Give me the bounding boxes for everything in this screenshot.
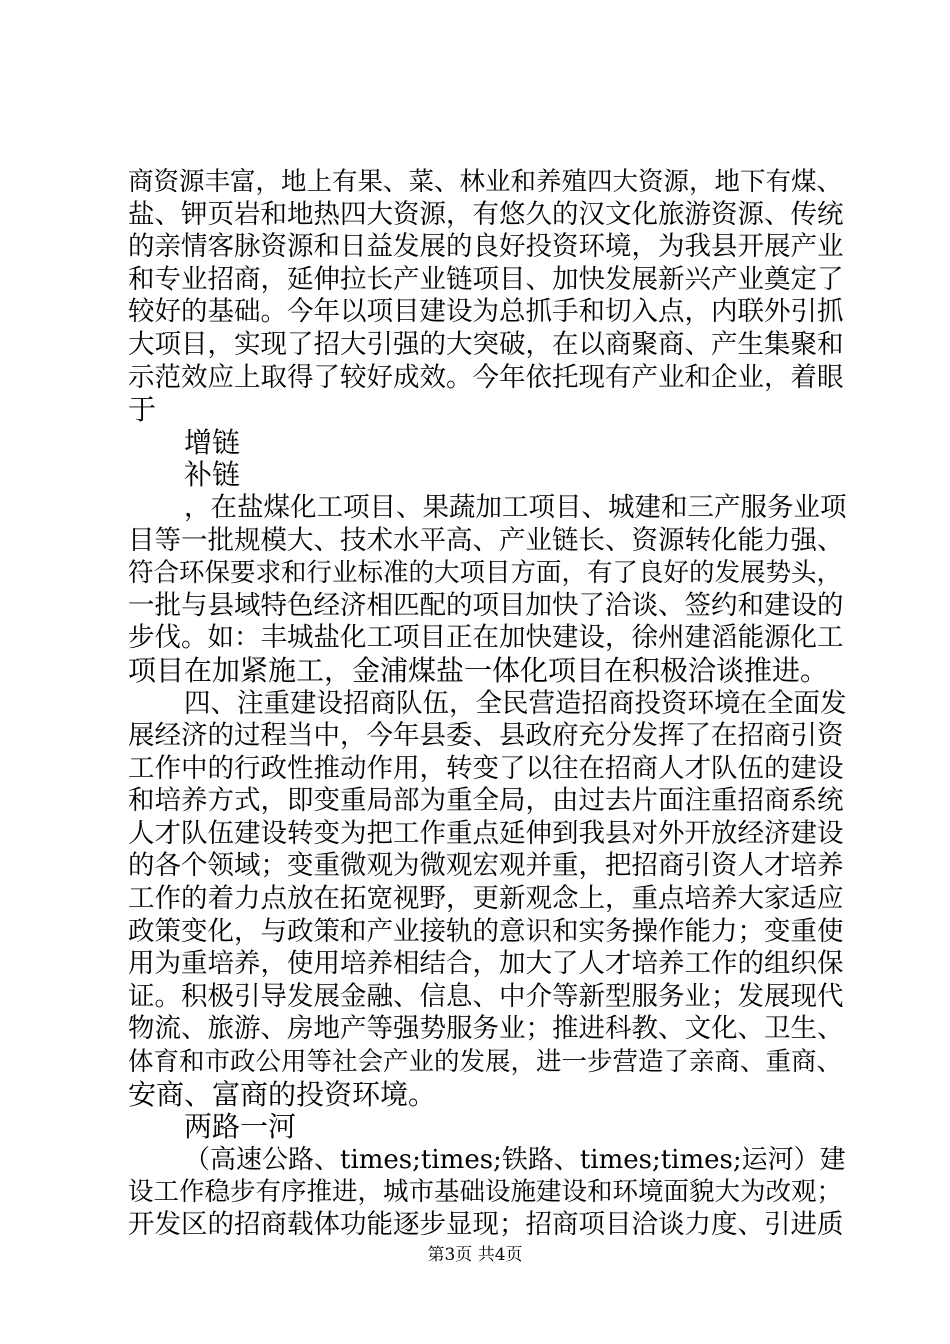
- text-line: （高速公路、times;times;铁路、times;times;运河）建: [184, 1144, 846, 1175]
- text-line: 人才队伍建设转变为把工作重点延伸到我县对外开放经济建设: [128, 817, 844, 849]
- text-line: 四、注重建设招商队伍，全民营造招商投资环境在全面发: [184, 687, 847, 719]
- text-line: 大项目，实现了招大引强的大突破，在以商聚商、产生集聚和: [128, 328, 844, 360]
- text-line: 的亲情客脉资源和日益发展的良好投资环境，为我县开展产业: [128, 231, 844, 263]
- text-line: 证。积极引导发展金融、信息、中介等新型服务业；发展现代: [128, 980, 844, 1012]
- document-body: [128, 166, 848, 1242]
- text-line: 符合环保要求和行业标准的大项目方面，有了良好的发展势头，: [128, 558, 843, 589]
- text-line: 较好的基础。今年以项目建设为总抓手和切入点，内联外引抓: [128, 296, 844, 328]
- text-line: 示范效应上取得了较好成效。今年依托现有产业和企业，着眼: [128, 361, 844, 393]
- text-line: 工作中的行政性推动作用，转变了以往在招商人才队伍的建设: [128, 752, 844, 784]
- text-line: 盐、钾页岩和地热四大资源，有悠久的汉文化旅游资源、传统: [128, 198, 844, 230]
- text-line: 展经济的过程当中，今年县委、县政府充分发挥了在招商引资: [128, 720, 844, 752]
- text-line: 开发区的招商载体功能逐步显现；招商项目洽谈力度、引进质: [128, 1209, 844, 1240]
- text-line: 一批与县域特色经济相匹配的项目加快了洽谈、签约和建设的: [128, 589, 844, 621]
- text-line: 和培养方式，即变重局部为重全局，由过去片面注重招商系统: [128, 785, 844, 817]
- text-line: 政策变化，与政策和产业接轨的意识和实务操作能力；变重使: [128, 915, 844, 947]
- text-line: 用为重培养，使用培养相结合，加大了人才培养工作的组织保: [128, 948, 844, 980]
- text-line: 步伐。如：丰城盐化工项目正在加快建设，徐州建滔能源化工: [128, 622, 844, 654]
- text-line: 商资源丰富，地上有果、菜、林业和养殖四大资源，地下有煤、: [128, 167, 843, 197]
- text-line: 物流、旅游、房地产等强势服务业；推进科教、文化、卫生、: [128, 1013, 844, 1045]
- text-line: 补链: [184, 458, 241, 492]
- text-line: 两路一河: [184, 1110, 297, 1144]
- text-line: 体育和市政公用等社会产业的发展，进一步营造了亲商、重商、: [128, 1047, 843, 1078]
- text-line: 于: [128, 393, 157, 427]
- text-line: 的各个领域；变重微观为微观宏观并重，把招商引资人才培养: [128, 850, 844, 882]
- page-footer: [0, 1244, 950, 1266]
- text-line: 项目在加紧施工，金浦煤盐一体化项目在积极洽谈推进。: [128, 653, 829, 687]
- text-line: 工作的着力点放在拓宽视野，更新观念上，重点培养大家适应: [128, 883, 844, 915]
- text-line: 安商、富商的投资环境。: [128, 1077, 437, 1111]
- text-line: 设工作稳步有序推进，城市基础设施建设和环境面貌大为改观；: [128, 1177, 843, 1208]
- text-line: 增链: [184, 425, 241, 459]
- text-line: 目等一批规模大、技术水平高、产业链长、资源转化能力强、: [128, 524, 844, 556]
- text-line: ，在盐煤化工项目、果蔬加工项目、城建和三产服务业项: [184, 491, 847, 523]
- text-line: 和专业招商，延伸拉长产业链项目、加快发展新兴产业奠定了: [128, 263, 844, 295]
- page-number-label: 第3页 共4页: [427, 1245, 523, 1265]
